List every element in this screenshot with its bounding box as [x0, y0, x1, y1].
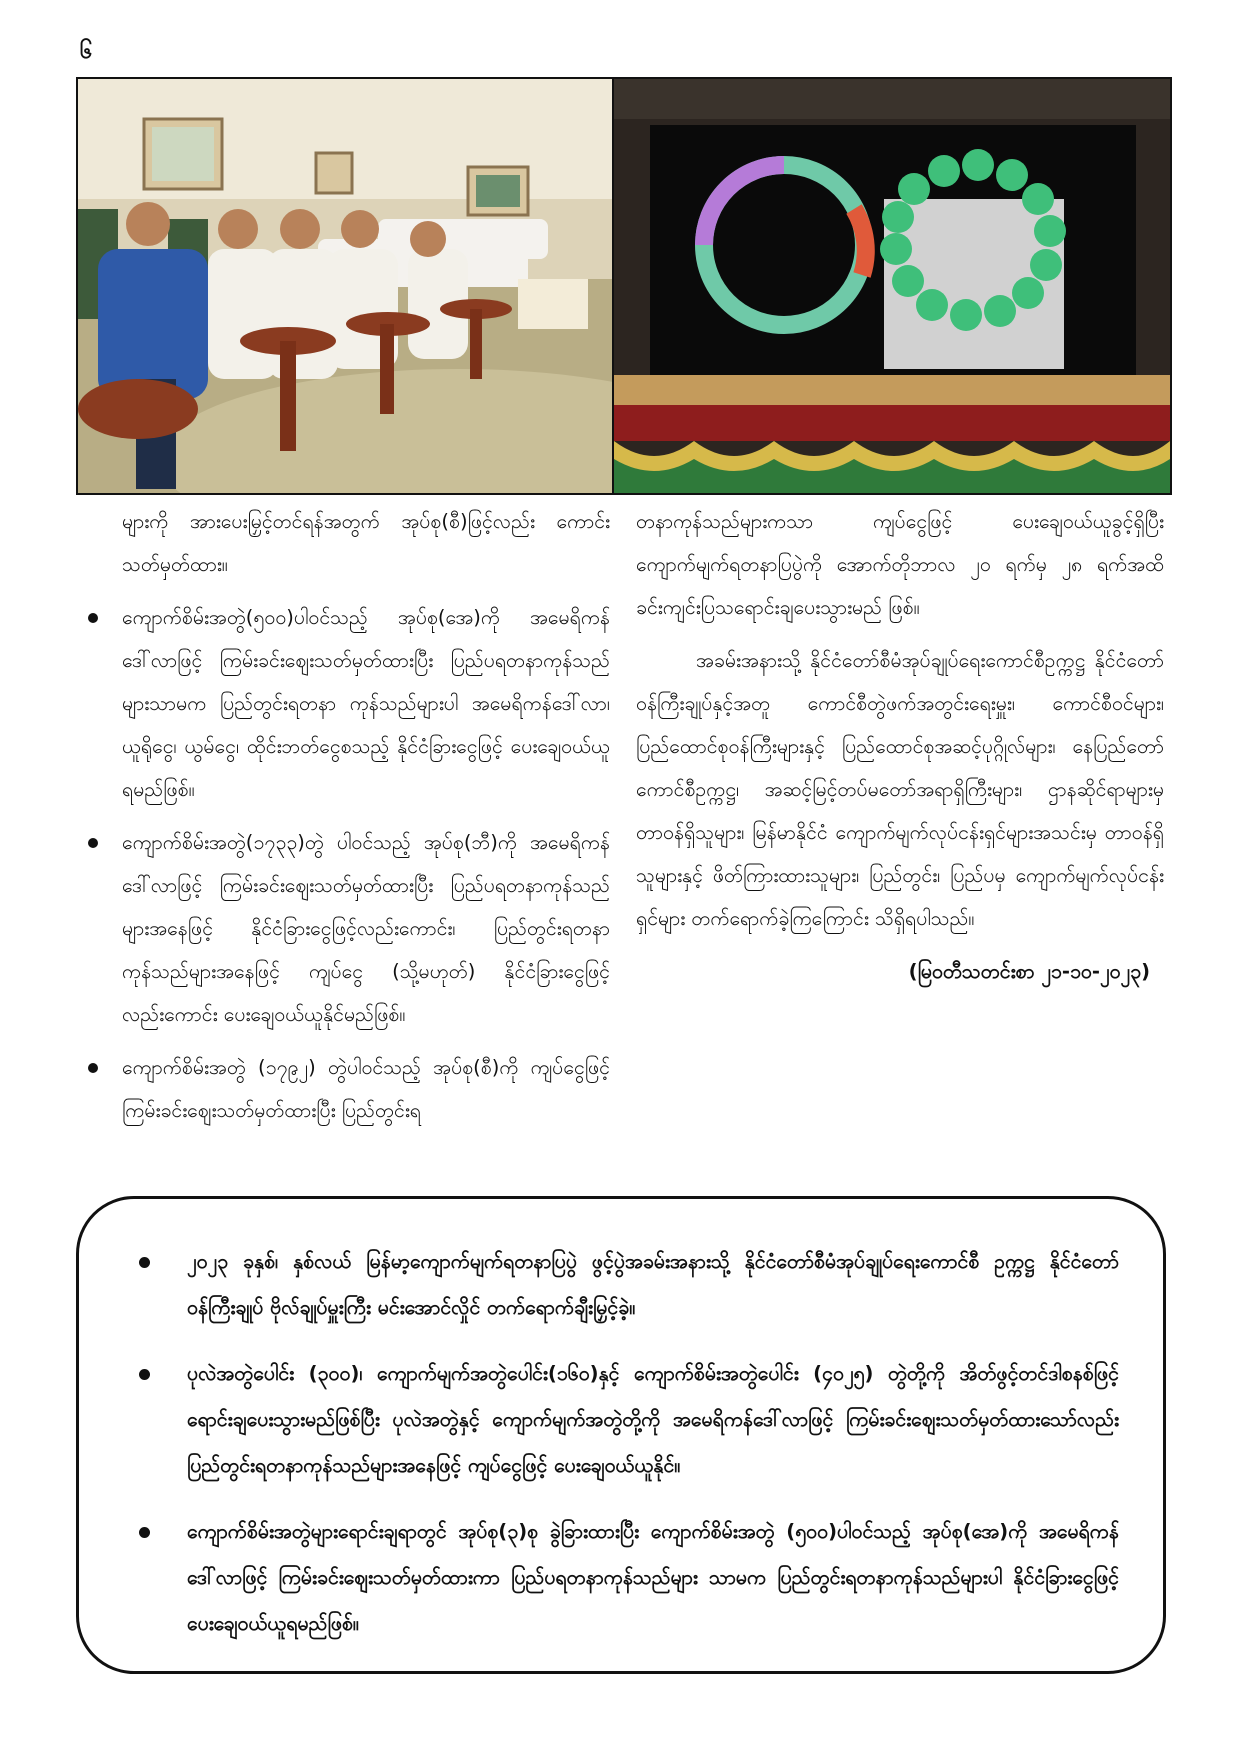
right-paragraph-2: အခမ်းအနားသို့ နိုင်ငံတော်စီမံအုပ်ချုပ်ရေးကောင်စီဥက္ကဋ္ဌ နိုင်ငံတော်ဝန်ကြီးချုပ်နှင့်အတူ ကောင်စီတွဲဖက်အတွင်းရေးမှူး၊ ကောင်စီဝင်များ၊ ပြည်ထောင်စုဝန်ကြီးများနှင့် ပြည်ထောင်စုအဆင့်ပုဂ္ဂိုလ်များ၊ နေပြည်တော်ကောင်စီဥက္ကဋ္ဌ၊ အဆင့်မြင့်တပ်မတော်အရာရှိကြီးများ၊ ဌာနဆိုင်ရာများမှ တာဝန်ရှိသူများ၊ မြန်မာနိုင်ငံ ကျောက်မျက်လုပ်ငန်းရှင်များအသင်းမှ တာဝန်ရှိသူများနှင့် ဖိတ်ကြားထားသူများ၊ ပြည်တွင်း၊ ပြည်ပမှ ကျောက်မျက်လုပ်ငန်းရှင်များ တက်ရောက်ခဲ့ကြကြောင်း သိရှိရပါသည်။ [636, 649, 1164, 930]
photo-jade-screen [614, 79, 1170, 493]
right-paragraph-1: တနာကုန်သည်များကသာ ကျပ်ငွေဖြင့် ပေးချေဝယ်ယူခွင့်ရှိပြီး ကျောက်မျက်ရတနာပြပွဲကို အောက်တိုဘာလ ၂၀ ရက်မှ ၂၈ ရက်အထိ ခင်းကျင်းပြသရောင်းချပေးသွားမည် ဖြစ်။ [636, 510, 1164, 619]
summary-item [139, 1239, 1119, 1331]
left-intro-paragraph: များကို အားပေးမြှင့်တင်ရန်အတွက် အုပ်စု(စီ)ဖြင့်လည်း ကောင်း သတ်မှတ်ထား။ [122, 510, 610, 576]
page-number: ၆ [80, 39, 93, 64]
news-source: (မြဝတီသတင်းစာ ၂၁-၁၀-၂၀၂၃) [908, 960, 1150, 983]
bullet-dot-icon [139, 1257, 150, 1268]
summary-item [139, 1509, 1119, 1647]
left-column [88, 500, 610, 1142]
bullet-dot-icon [88, 1063, 98, 1073]
left-bullet-item [88, 1046, 610, 1132]
jade-jewelry-screen-image [614, 79, 1170, 493]
bullet-dot-icon [88, 838, 98, 848]
left-bullet-text: ကျောက်စိမ်းအတွဲ(၁၇၃၃)တွဲ ပါဝင်သည့် အုပ်စု(ဘီ)ကို အမေရိကန်ဒေါ်လာဖြင့် ကြမ်းခင်းဈေးသတ်မှတ်ထားပြီး ပြည်ပရတနာကုန်သည်များအနေဖြင့် နိုင်ငံခြားငွေဖြင့်လည်းကောင်း၊ ပြည်တွင်းရတနာကုန်သည်များအနေဖြင့် ကျပ်ငွေ (သို့မဟုတ်) နိုင်ငံခြားငွေဖြင့်လည်းကောင်း ပေးချေဝယ်ယူနိုင်မည်ဖြစ်။ [122, 831, 610, 1026]
bullet-dot-icon [139, 1369, 150, 1380]
left-bullet-item [88, 596, 610, 811]
officials-seated-image [78, 79, 612, 493]
bullet-dot-icon [139, 1527, 150, 1538]
left-bullet-text: ကျောက်စိမ်းအတွဲ (၁၇၉၂) တွဲပါဝင်သည့် အုပ်စု(စီ)ကို ကျပ်ငွေဖြင့် ကြမ်းခင်းဈေးသတ်မှတ်ထားပြီး ပြည်တွင်းရ [122, 1056, 610, 1122]
photo-officials-seated [78, 79, 612, 493]
summary-text: ပုလဲအတွဲပေါင်း (၃၀၀)၊ ကျောက်မျက်အတွဲပေါင်း(၁၆၀)နှင့် ကျောက်စိမ်းအတွဲပေါင်း (၄၀၂၅) တွဲတို့ကို အိတ်ဖွင့်တင်ဒါစနစ်ဖြင့် ရောင်းချပေးသွားမည်ဖြစ်ပြီး ပုလဲအတွဲနှင့် ကျောက်မျက်အတွဲတို့ကို အမေရိကန်ဒေါ်လာဖြင့် ကြမ်းခင်းဈေးသတ်မှတ်ထားသော်လည်း ပြည်တွင်းရတနာကုန်သည်များအနေဖြင့် ကျပ်ငွေဖြင့် ပေးချေဝယ်ယူနိုင်။ [187, 1362, 1119, 1477]
left-bullet-item [88, 821, 610, 1036]
summary-box [76, 1196, 1166, 1674]
bullet-dot-icon [88, 613, 98, 623]
summary-text: ၂၀၂၃ ခုနှစ်၊ နှစ်လယ် မြန်မာ့ကျောက်မျက်ရတနာပြပွဲ ဖွင့်ပွဲအခမ်းအနားသို့ နိုင်ငံတော်စီမံအုပ်ချုပ်ရေးကောင်စီ ဥက္ကဋ္ဌ နိုင်ငံတော်ဝန်ကြီးချုပ် ဗိုလ်ချုပ်မှူးကြီး မင်းအောင်လှိုင် တက်ရောက်ချီးမြှင့်ခဲ့။ [187, 1250, 1119, 1319]
right-column [636, 500, 1164, 1003]
summary-item [139, 1351, 1119, 1489]
summary-text: ကျောက်စိမ်းအတွဲများရောင်းချရာတွင် အုပ်စု(၃)စု ခွဲခြားထားပြီး ကျောက်စိမ်းအတွဲ (၅၀၀)ပါဝင်သည့် အုပ်စု(အေ)ကို အမေရိကန်ဒေါ်လာဖြင့် ကြမ်းခင်းဈေးသတ်မှတ်ထားကာ ပြည်ပရတနာကုန်သည်များ သာမက ပြည်တွင်းရတနာကုန်သည်များပါ နိုင်ငံခြားငွေဖြင့် ပေးချေဝယ်ယူရမည်ဖြစ်။ [187, 1520, 1119, 1635]
left-bullet-text: ကျောက်စိမ်းအတွဲ(၅၀၀)ပါဝင်သည့် အုပ်စု(အေ)ကို အမေရိကန်ဒေါ်လာဖြင့် ကြမ်းခင်းဈေးသတ်မှတ်ထားပြီး ပြည်ပရတနာကုန်သည်များသာမက ပြည်တွင်းရတနာ ကုန်သည်များပါ အမေရိကန်ဒေါ်လာ၊ ယူရိုငွေ၊ ယွမ်ငွေ၊ ထိုင်းဘတ်ငွေစသည့် နိုင်ငံခြားငွေဖြင့် ပေးချေဝယ်ယူရမည်ဖြစ်။ [122, 606, 610, 801]
photo-strip [76, 77, 1172, 495]
